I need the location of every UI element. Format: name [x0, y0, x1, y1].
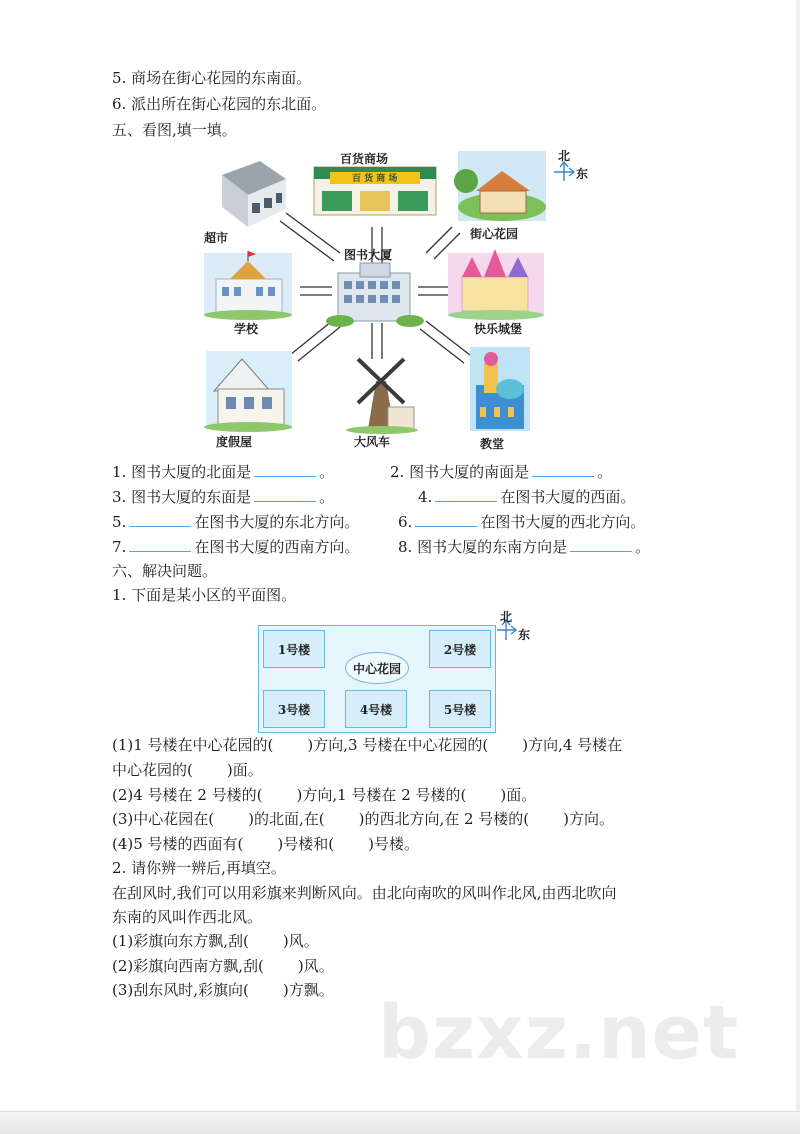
p1-q3: (3)中心花园在( )的北面,在( )的西北方向,在 2 号楼的( )方向。: [112, 810, 615, 828]
label-church: 教堂: [480, 437, 505, 451]
map-roads: [190, 145, 610, 455]
q5-1: 1. 图书大厦的北面是 。: [112, 463, 335, 481]
answer-blank[interactable]: [532, 462, 594, 477]
label-holiday-house: 度假屋: [216, 435, 253, 449]
problem-2-intro-1: 在刮风时,我们可以用彩旗来判断风向。由北向南吹的风叫作北风,由西北吹向: [112, 884, 617, 902]
church-icon: [470, 347, 530, 431]
page-bottom-edge: [0, 1111, 800, 1134]
p2-q2: (2)彩旗向西南方飘,刮( )风。: [112, 957, 334, 975]
problem-1-title: 1. 下面是某小区的平面图。: [112, 586, 297, 604]
problem-2-title: 2. 请你辨一辨后,再填空。: [112, 859, 286, 877]
p1-q4: (4)5 号楼的西面有( )号楼和( )号楼。: [112, 835, 419, 853]
map-library-directions: [190, 145, 610, 455]
q5-4: 4. 在图书大厦的西面。: [418, 488, 636, 506]
compass-north-label: 北: [558, 149, 571, 163]
label-school: 学校: [234, 322, 259, 336]
windmill-icon: [346, 359, 418, 434]
compass-east-label: 东: [576, 167, 589, 181]
answer-blank[interactable]: [435, 487, 497, 502]
line-police-station: 6. 派出所在街心花园的东北面。: [112, 95, 327, 113]
building-2: 2号楼: [429, 630, 491, 668]
building-4: 4号楼: [345, 690, 407, 728]
section-6-title: 六、解决问题。: [112, 562, 218, 580]
label-windmill: 大风车: [354, 435, 391, 449]
library-building-icon: [326, 263, 424, 327]
q5-3: 3. 图书大厦的东面是 。: [112, 488, 335, 506]
answer-blank[interactable]: [415, 512, 477, 527]
supermarket-icon: [222, 161, 286, 227]
compass-north-label: 北: [500, 610, 513, 624]
p2-q3: (3)刮东风时,彩旗向( )方飘。: [112, 981, 334, 999]
building-1: 1号楼: [263, 630, 325, 668]
p1-q1: (1)1 号楼在中心花园的( )方向,3 号楼在中心花园的( )方向,4 号楼在: [112, 736, 623, 754]
label-happy-castle: 快乐城堡: [474, 322, 523, 336]
p2-q1: (1)彩旗向东方飘,刮( )风。: [112, 932, 319, 950]
section-5-title: 五、看图,填一填。: [112, 121, 237, 139]
building-3: 3号楼: [263, 690, 325, 728]
compass-arrow-icon: [554, 162, 574, 181]
answer-blank[interactable]: [254, 462, 316, 477]
answer-blank[interactable]: [570, 537, 632, 552]
q5-7: 7. 在图书大厦的西南方向。: [112, 538, 360, 556]
holiday-house-icon: [204, 351, 292, 432]
answer-blank[interactable]: [254, 487, 316, 502]
label-department-store: 百货商场: [340, 152, 389, 166]
compass-east-label: 东: [518, 628, 531, 642]
p1-q1-cont: 中心花园的( )面。: [112, 761, 263, 779]
label-library: 图书大厦: [344, 248, 393, 262]
q5-5: 5. 在图书大厦的东北方向。: [112, 513, 360, 531]
q5-6: 6. 在图书大厦的西北方向。: [398, 513, 646, 531]
answer-blank[interactable]: [129, 537, 191, 552]
q5-2: 2. 图书大厦的南面是 。: [390, 463, 613, 481]
department-store-sign: 百 货 商 场: [352, 174, 398, 184]
central-garden: 中心花园: [345, 652, 409, 684]
label-street-garden: 街心花园: [470, 227, 519, 241]
building-5: 5号楼: [429, 690, 491, 728]
problem-2-intro-2: 东南的风叫作西北风。: [112, 908, 263, 926]
happy-castle-icon: [448, 249, 544, 320]
page-edge: [796, 0, 800, 1112]
label-supermarket: 超市: [204, 231, 229, 245]
answer-blank[interactable]: [129, 512, 191, 527]
p1-q2: (2)4 号楼在 2 号楼的( )方向,1 号楼在 2 号楼的( )面。: [112, 786, 537, 804]
community-plan-map: [258, 625, 496, 733]
q5-8: 8. 图书大厦的东南方向是 。: [398, 538, 651, 556]
school-icon: [204, 251, 292, 320]
watermark: bzxz.net: [378, 990, 740, 1076]
line-shopping-mall: 5. 商场在街心花园的东南面。: [112, 69, 312, 87]
street-garden-icon: [454, 151, 546, 221]
